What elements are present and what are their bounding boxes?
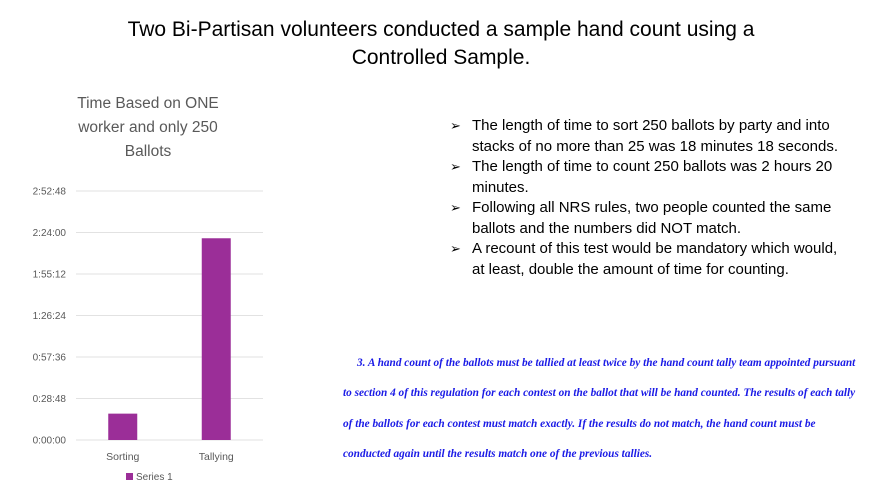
- y-tick-label: 0:57:36: [32, 352, 66, 364]
- chart-gridlines: [76, 191, 263, 440]
- y-tick-label: 2:24:00: [32, 228, 66, 239]
- y-tick-label: 1:55:12: [32, 269, 66, 281]
- chart-title-line: worker and only 250: [78, 119, 218, 136]
- y-tick-label: 1:26:24: [32, 311, 66, 322]
- arrow-bullet-icon: ➢: [450, 159, 461, 174]
- chart-title-line: Ballots: [124, 143, 172, 160]
- y-tick-label: 0:28:48: [32, 394, 66, 405]
- arrow-bullet-icon: ➢: [450, 118, 461, 133]
- legend-label: Series 1: [136, 472, 173, 483]
- chart-legend: [126, 472, 173, 483]
- slide-title-line-2: Controlled Sample.: [351, 46, 531, 69]
- finding-item: [450, 157, 850, 198]
- regulation-excerpt: 3. A hand count of the ballots must be tallied at least twice by the hand count tally team appointed pursuant to section 4 of this regulation for each contest on the ballot that will be hand counted. The results of each tally of the ballots for each contest must match exactly. If the results do not match, the hand count must be conducted again until the results match one of the previous tallies.: [343, 357, 856, 461]
- chart-title-line: Time Based on ONE: [77, 95, 219, 112]
- arrow-bullet-icon: ➢: [450, 200, 461, 215]
- chart-y-axis: [33, 187, 67, 447]
- chart-bars: [108, 238, 231, 440]
- finding-text: Following all NRS rules, two people counted the same ballots and the numbers did NOT match.: [472, 199, 832, 237]
- finding-text: The length of time to count 250 ballots was 2 hours 20 minutes.: [472, 158, 833, 196]
- time-bar-chart: [0, 88, 290, 493]
- bar-tallying: [202, 238, 231, 440]
- finding-item: [450, 239, 850, 280]
- chart-x-axis: [106, 451, 234, 463]
- legend-swatch: [126, 473, 133, 480]
- slide-title-line-1: Two Bi-Partisan volunteers conducted a sample hand count using a: [127, 18, 755, 41]
- findings-list: [450, 116, 850, 280]
- x-tick-label: Sorting: [106, 451, 140, 463]
- x-tick-label: Tallying: [198, 451, 234, 463]
- arrow-bullet-icon: ➢: [450, 241, 461, 256]
- chart-title: [77, 95, 219, 160]
- finding-text: A recount of this test would be mandatory which would, at least, double the amount of time for counting.: [472, 240, 838, 278]
- slide-title: [0, 16, 882, 72]
- bar-sorting: [108, 414, 137, 440]
- y-tick-label: 2:52:48: [32, 186, 66, 198]
- finding-item: [450, 116, 850, 157]
- finding-text: The length of time to sort 250 ballots by party and into stacks of no more than 25 was 18 minutes 18 seconds.: [472, 117, 839, 155]
- finding-item: [450, 198, 850, 239]
- y-tick-label: 0:00:00: [32, 435, 66, 447]
